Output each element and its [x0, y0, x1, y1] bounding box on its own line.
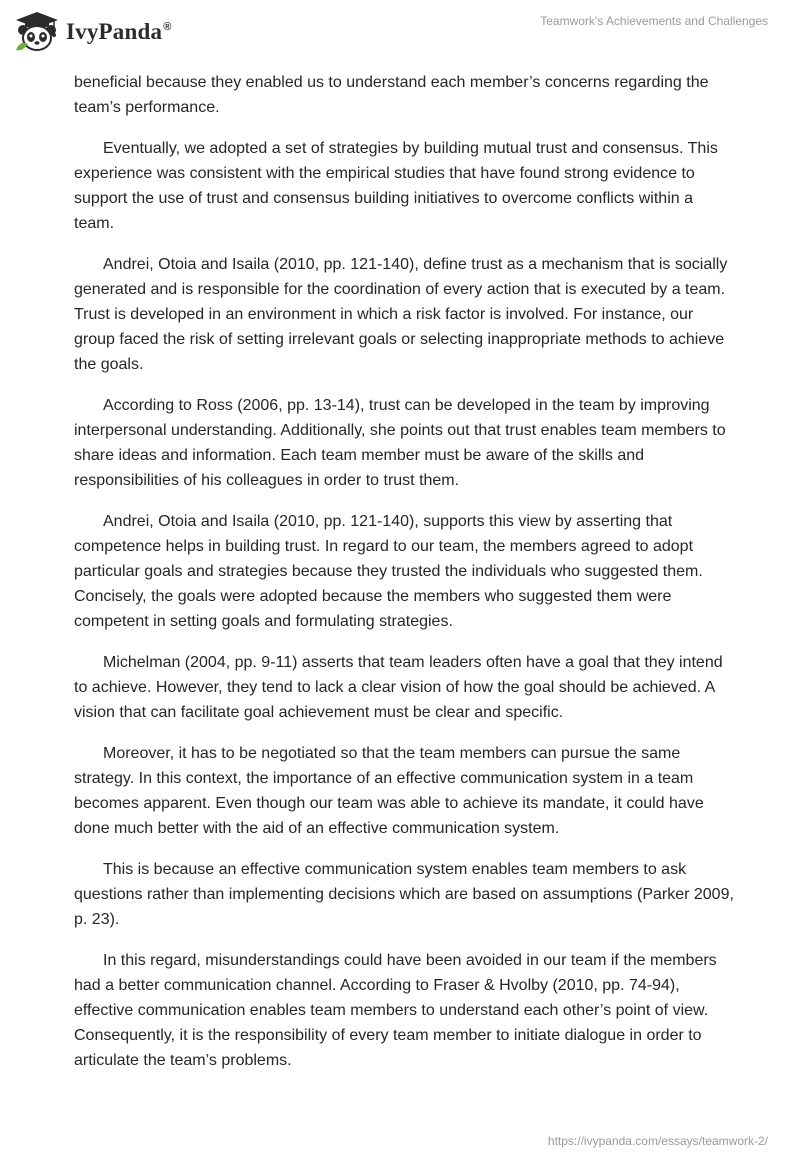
- paragraph: Andrei, Otoia and Isaila (2010, pp. 121-140), supports this view by asserting that competence helps in building trust. In regard to our team, the members agreed to adopt particular goals and strategies because they trusted the individuals who suggested them. Concisely, the goals were adopted because the members who suggested them were competent in setting goals and formulating strategies.: [74, 513, 703, 630]
- essay-body: [74, 70, 734, 1089]
- paragraph: Eventually, we adopted a set of strategies by building mutual trust and consensus. This experience was consistent with the empirical studies that have found strong evidence to support the use of trust and consensus building initiatives to overcome conflicts within a team.: [74, 140, 718, 232]
- paragraph: Moreover, it has to be negotiated so that the team members can pursue the same strategy. In this context, the importance of an effective communication system in a team becomes apparent. Even though our team was able to achieve its mandate, it could have done much better with the aid of an effective communication system.: [74, 745, 704, 837]
- paragraph: According to Ross (2006, pp. 13-14), trust can be developed in the team by improving interpersonal understanding. Additionally, she points out that trust enables team members to share ideas and information. Each team member must be aware of the skills and responsibilities of his colleagues in order to trust them.: [74, 397, 726, 489]
- document-title: Teamwork's Achievements and Challenges: [540, 14, 768, 28]
- paragraph: Michelman (2004, pp. 9-11) asserts that team leaders often have a goal that they intend to achieve. However, they tend to lack a clear vision of how the goal should be achieved. A vision that can facilitate goal achievement must be clear and specific.: [74, 654, 723, 721]
- panda-graduate-icon: [14, 10, 60, 54]
- page-header: [0, 0, 800, 70]
- paragraph: beneficial because they enabled us to understand each member’s concerns regarding the team’s performance.: [74, 74, 709, 116]
- ivypanda-logo[interactable]: [14, 10, 172, 54]
- paragraph: Andrei, Otoia and Isaila (2010, pp. 121-140), define trust as a mechanism that is socially generated and is responsible for the coordination of every action that is executed by a team. Trust is developed in an environment in which a risk factor is involved. For instance, our group faced the risk of setting irrelevant goals or selecting inappropriate methods to achieve the goals.: [74, 256, 728, 373]
- paragraph: In this regard, misunderstandings could have been avoided in our team if the members had a better communication channel. According to Fraser & Hvolby (2010, pp. 74-94), effective communication enables team members to understand each other’s point of view. Consequently, it is the responsibility of every team member to initiate dialogue in order to articulate the team’s problems.: [74, 952, 717, 1069]
- registered-mark: ®: [163, 21, 172, 34]
- source-url[interactable]: https://ivypanda.com/essays/teamwork-2/: [547, 1134, 768, 1148]
- brand-name: IvyPanda®: [66, 19, 172, 44]
- paragraph: This is because an effective communication system enables team members to ask questions rather than implementing decisions which are based on assumptions (Parker 2009, p. 23).: [74, 861, 734, 928]
